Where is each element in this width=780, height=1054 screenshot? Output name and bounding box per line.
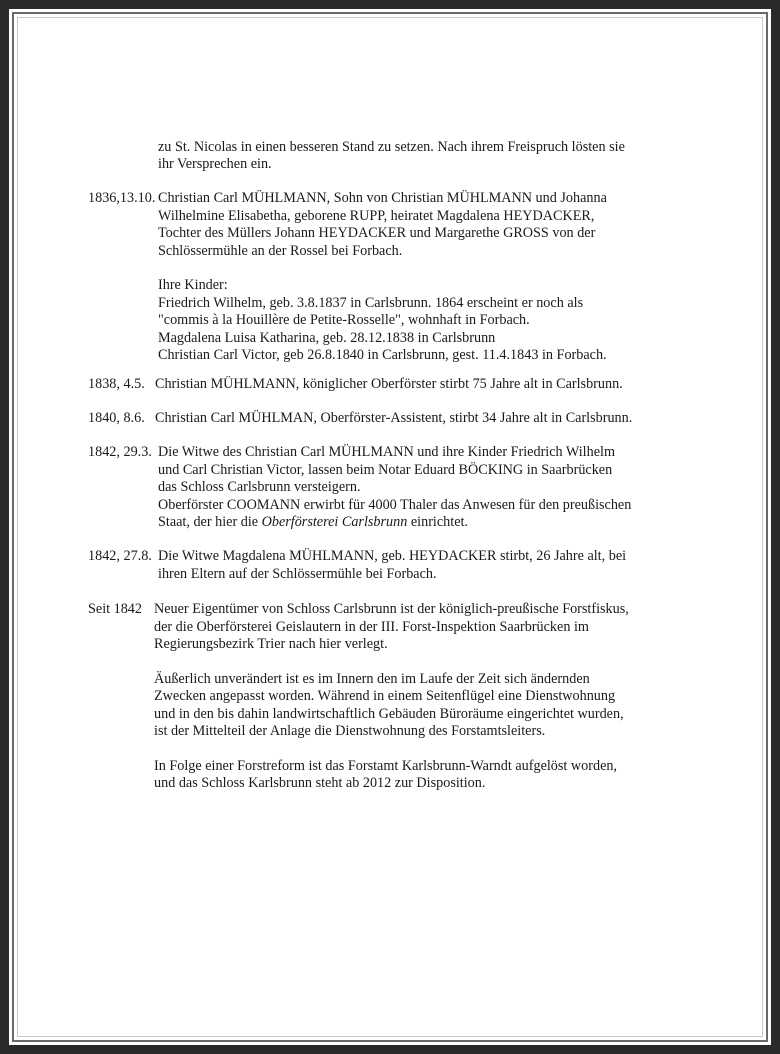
line-prefix: Staat, der hier die [158, 514, 262, 530]
line-suffix: einrichtet. [407, 514, 468, 530]
entry-line: Neuer Eigentümer von Schloss Carlsbrunn ist der königlich-preußische Forstfiskus, [154, 601, 629, 617]
entry-line: und in den bis dahin landwirtschaftlich Gebäuden Büroräume eingerichtet wurden, [154, 705, 624, 722]
entry-line: und das Schloss Karlsbrunn steht ab 2012 zur Disposition. [154, 775, 486, 791]
entry-date: 1842, 27.8. [88, 548, 152, 564]
intro-line: zu St. Nicolas in einen besseren Stand zu setzen. Nach ihrem Freispruch lösten sie [158, 139, 625, 155]
entry-line: Regierungsbezirk Trier nach hier verlegt. [154, 636, 388, 652]
entry-line: Zwecken angepasst worden. Während in einem Seitenflügel eine Dienstwohnung [154, 688, 616, 704]
entry-text [158, 548, 668, 583]
children-heading: Ihre Kinder: [158, 277, 228, 293]
entry-date: Seit 1842 [88, 601, 142, 617]
child-line: "commis à la Houillère de Petite-Rosselle", wohnhaft in Forbach. [158, 312, 530, 328]
entry-line: Äußerlich unverändert ist es im Innern den im Laufe der Zeit sich ändernden [154, 670, 590, 687]
entry-date: 1836,13.10. [88, 190, 156, 206]
entry-line: Christian Carl MÜHLMANN, Sohn von Christian MÜHLMANN und Johanna [158, 190, 607, 206]
entry-date: 1838, 4.5. [88, 376, 145, 392]
entry-line: ist der Mittelteil der Anlage die Dienstwohnung des Forstamtsleiters. [154, 723, 546, 739]
entry-line: Schlössermühle an der Rossel bei Forbach. [158, 242, 403, 259]
entry-line: In Folge einer Forstreform ist das Forstamt Karlsbrunn-Warndt aufgelöst worden, [154, 757, 618, 774]
child-line: Friedrich Wilhelm, geb. 3.8.1837 in Carlsbrunn. 1864 erscheint er noch als [158, 294, 584, 311]
entry-text [155, 376, 665, 394]
entry-line: das Schloss Carlsbrunn versteigern. [158, 479, 361, 495]
entry-line [158, 514, 668, 532]
entry-text [158, 444, 668, 532]
child-line: Magdalena Luisa Katharina, geb. 28.12.1838 in Carlsbrunn [158, 329, 496, 346]
entry-line: Christian MÜHLMANN, königlicher Oberförster stirbt 75 Jahre alt in Carlsbrunn. [155, 376, 623, 392]
entry-date: 1840, 8.6. [88, 410, 145, 426]
entry-text [154, 601, 664, 793]
entry-line: der die Oberförsterei Geislautern in der III. Forst-Inspektion Saarbrücken im [154, 618, 589, 635]
entry-date: 1842, 29.3. [88, 444, 152, 460]
entry-line: Oberförster COOMANN erwirbt für 4000 Thaler das Anwesen für den preußischen [158, 496, 632, 513]
entry-line: Die Witwe Magdalena MÜHLMANN, geb. HEYDACKER stirbt, 26 Jahre alt, bei [158, 548, 627, 564]
entry-line: ihren Eltern auf der Schlössermühle bei Forbach. [158, 565, 437, 582]
child-line: Christian Carl Victor, geb 26.8.1840 in Carlsbrunn, gest. 11.4.1843 in Forbach. [158, 347, 607, 363]
intro-line: ihr Versprechen ein. [158, 156, 272, 172]
entry-text [155, 410, 665, 428]
entry-line: Die Witwe des Christian Carl MÜHLMANN und ihre Kinder Friedrich Wilhelm [158, 444, 615, 460]
entry-line: Wilhelmine Elisabetha, geborene RUPP, heiratet Magdalena HEYDACKER, [158, 207, 595, 224]
entry-line: Christian Carl MÜHLMAN, Oberförster-Assistent, stirbt 34 Jahre alt in Carlsbrunn. [155, 410, 633, 426]
italic-name: Oberförsterei Carlsbrunn [261, 514, 408, 530]
entry-line: und Carl Christian Victor, lassen beim Notar Eduard BÖCKING in Saarbrücken [158, 461, 613, 478]
entry-line: Tochter des Müllers Johann HEYDACKER und Margarethe GROSS von der [158, 225, 596, 241]
entry-text [158, 190, 668, 365]
